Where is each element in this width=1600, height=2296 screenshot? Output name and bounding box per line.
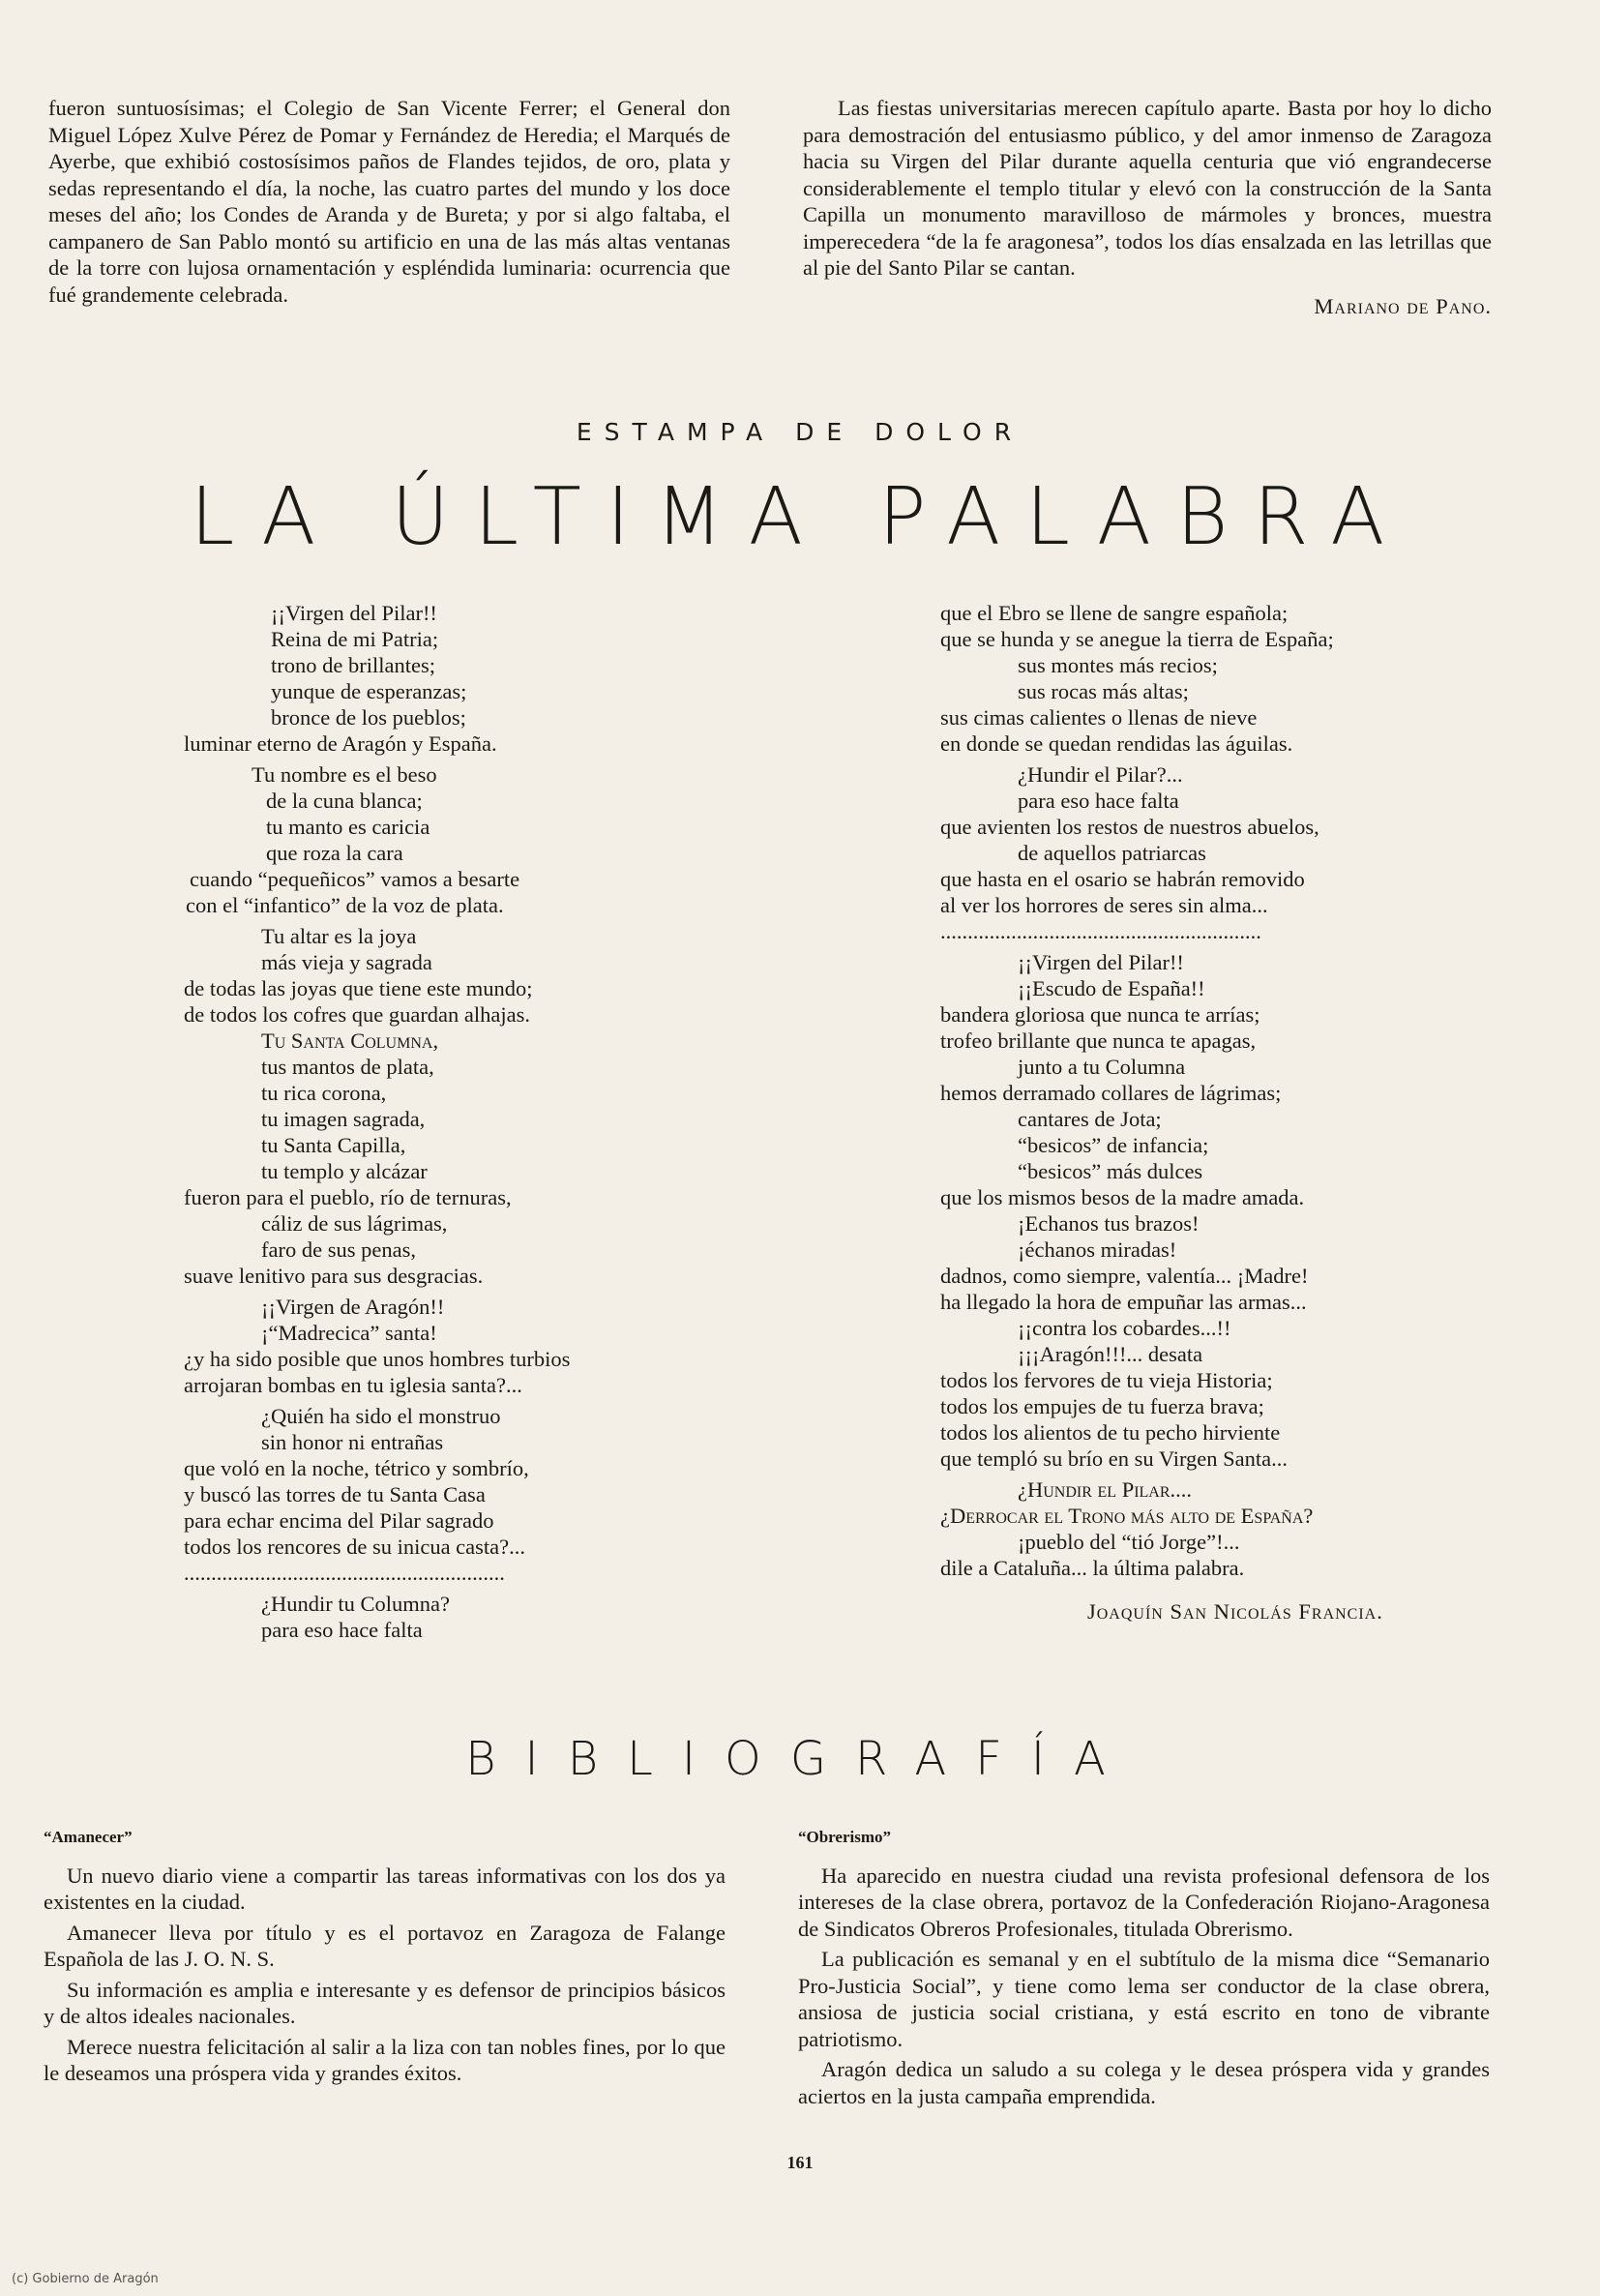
poem-line: “besicos” más dulces <box>1018 1159 1203 1183</box>
poem-line: que se hunda y se anegue la tierra de España; <box>940 627 1334 651</box>
poem-line: en donde se quedan rendidas las águilas. <box>940 731 1293 756</box>
amanecer-paragraph: Un nuevo diario viene a compartir las tareas informativas con los dos ya existentes en la ciudad. <box>44 1863 726 1914</box>
poem-line: ¡¡Virgen del Pilar!! <box>1018 950 1184 974</box>
poem-line: “besicos” de infancia; <box>1018 1133 1209 1157</box>
poem-line: de la cuna blanca; <box>266 789 423 813</box>
poem-line: yunque de esperanzas; <box>271 679 467 703</box>
poem-line: ¡¡Virgen del Pilar!! <box>271 601 437 625</box>
poem-line: Tu Santa Columna, <box>261 1029 439 1053</box>
poem-line: ¿Hundir tu Columna? <box>261 1592 450 1616</box>
poem-line: ¡Echanos tus brazos! <box>1018 1211 1200 1236</box>
top-right-column <box>803 95 1492 319</box>
amanecer-paragraph: Amanecer lleva por título y es el portavoz en Zaragoza de Falange Española de las J. O. N. S. <box>44 1920 726 1971</box>
poem-right-column <box>940 600 1511 1625</box>
poem-line: que voló en la noche, tétrico y sombrío, <box>184 1456 529 1480</box>
poem-ellipsis-line: ........................................................... <box>184 1561 505 1585</box>
obrerismo-paragraph: Aragón dedica un saludo a su colega y le desea próspera vida y grandes aciertos en la justa campaña emprendida. <box>798 2057 1490 2108</box>
poem-line: que hasta en el osario se habrán removido <box>940 867 1305 891</box>
poem-line: ¡¡Escudo de España!! <box>1018 976 1205 1000</box>
poem-line: de aquellos patriarcas <box>1018 841 1206 865</box>
poem-line: ¿Hundir el Pilar.... <box>1018 1477 1193 1502</box>
poem-line: bandera gloriosa que nunca te arrías; <box>940 1002 1260 1027</box>
poem-line: luminar eterno de Aragón y España. <box>184 731 497 756</box>
poem-line: trono de brillantes; <box>271 653 435 677</box>
poem-line: ¿Derrocar el Trono más alto de España? <box>940 1504 1314 1528</box>
article-kicker: ESTAMPA DE DOLOR <box>576 418 1024 446</box>
poem-line: faro de sus penas, <box>261 1237 416 1262</box>
amanecer-heading: “Amanecer” <box>44 1828 133 1846</box>
poem-line: ¡¡Virgen de Aragón!! <box>261 1295 445 1319</box>
poem-line: ¿Quién ha sido el monstruo <box>261 1404 501 1428</box>
poem-line: junto a tu Columna <box>1018 1055 1186 1079</box>
poem-line: tu templo y alcázar <box>261 1159 428 1183</box>
amanecer-paragraph: Su información es amplia e interesante y es defensor de principios básicos y de altos ideales nacionales. <box>44 1977 726 2028</box>
poem-line: dile a Cataluña... la última palabra. <box>940 1556 1245 1580</box>
poem-line: tus mantos de plata, <box>261 1055 434 1079</box>
poem-line: para eso hace falta <box>261 1618 423 1642</box>
poem-line: Tu altar es la joya <box>261 924 417 948</box>
poem-ellipsis-line: ........................................................... <box>940 919 1261 943</box>
top-left-text: fueron suntuosísimas; el Colegio de San Vicente Ferrer; el General don Miguel López Xulve Pérez de Pomar y Fernández de Heredia; el Marqués de Ayerbe, que exhibió costosísimos paños de Flandes tejidos, de oro, plata y sedas representando el día, la noche, las cuatro partes del mundo y los doce meses del año; los Condes de Aranda y de Bureta; y por si algo faltaba, el campanero de San Pablo montó su artificio en una de las más altas ventanas de la torre con lujosa ornamentación y espléndida luminaria: ocurrencia que fué grandemente celebrada. <box>48 96 730 307</box>
poem-line: ¡pueblo del “tió Jorge”!... <box>1018 1530 1240 1554</box>
poem-line: todos los empujes de tu fuerza brava; <box>940 1394 1264 1418</box>
poem-line: tu rica corona, <box>261 1081 387 1105</box>
poem-line: todos los alientos de tu pecho hirviente <box>940 1420 1281 1445</box>
poem-line: que roza la cara <box>266 841 403 865</box>
poem-line: sus montes más recios; <box>1018 653 1218 677</box>
poem-line: y buscó las torres de tu Santa Casa <box>184 1482 486 1506</box>
poem-line: al ver los horrores de seres sin alma... <box>940 893 1268 917</box>
poem-line: dadnos, como siempre, valentía... ¡Madre! <box>940 1264 1309 1288</box>
poem-line: para echar encima del Pilar sagrado <box>184 1508 494 1533</box>
obrerismo-heading: “Obrerismo” <box>798 1828 892 1846</box>
obrerismo-paragraph: Ha aparecido en nuestra ciudad una revista profesional defensora de los intereses de la clase obrera, portavoz de la Confederación Riojano-Aragonesa de Sindicatos Obreros Profesionales, titulada Obrerismo. <box>798 1863 1490 1941</box>
poem-line: que avienten los restos de nuestros abuelos, <box>940 815 1319 839</box>
poem-line: arrojaran bombas en tu iglesia santa?... <box>184 1373 522 1397</box>
obrerismo-paragraph: La publicación es semanal y en el subtítulo de la misma dice “Semanario Pro-Justicia Social”, y tiene como lema ser conductor de la clase obrera, ansiosa de justicia social cristiana, y está escrito en tono de vibrante patriotismo. <box>798 1947 1490 2051</box>
poem-line: cuando “pequeñicos” vamos a besarte <box>190 867 520 891</box>
bibliografia-title: BIBLIOGRAFÍA <box>465 1732 1135 1786</box>
poem-line: todos los rencores de su inicua casta?... <box>184 1535 526 1559</box>
poem-line: cantares de Jota; <box>1018 1107 1162 1131</box>
poem-line: fueron para el pueblo, río de ternuras, <box>184 1185 512 1209</box>
poem-line: Reina de mi Patria; <box>271 627 439 651</box>
poem-line: ha llegado la hora de empuñar las armas... <box>940 1290 1307 1314</box>
poem-line: tu Santa Capilla, <box>261 1133 406 1157</box>
poem-line: ¡“Madrecica” santa! <box>261 1321 437 1345</box>
page-number: 161 <box>786 2153 814 2172</box>
poem-line: con el “infantico” de la voz de plata. <box>186 893 504 917</box>
poem-line: sus rocas más altas; <box>1018 679 1189 703</box>
poem-line: tu imagen sagrada, <box>261 1107 426 1131</box>
poem-line: cáliz de sus lágrimas, <box>261 1211 448 1236</box>
article-title: LA ÚLTIMA PALABRA <box>190 471 1410 563</box>
poem-line: de todos los cofres que guardan alhajas. <box>184 1002 531 1027</box>
obrerismo-column <box>798 1824 1490 2113</box>
poem-line: bronce de los pueblos; <box>271 705 466 730</box>
poem-line: todos los fervores de tu vieja Historia; <box>940 1368 1273 1392</box>
poem-line: suave lenitivo para sus desgracias. <box>184 1264 484 1288</box>
poem-line: para eso hace falta <box>1018 789 1179 813</box>
poem-left-column <box>184 600 726 1643</box>
poem-line: Tu nombre es el beso <box>252 762 437 787</box>
poem-line: que templó su brío en su Virgen Santa... <box>940 1446 1289 1471</box>
poem-line: ¡échanos miradas! <box>1018 1237 1177 1262</box>
poem-line: hemos derramado collares de lágrimas; <box>940 1081 1282 1105</box>
poem-line: trofeo brillante que nunca te apagas, <box>940 1029 1257 1053</box>
top-right-signature: Mariano de Pano. <box>1314 293 1492 318</box>
poem-author: Joaquín San Nicolás Francia. <box>1087 1599 1383 1624</box>
poem-line: que los mismos besos de la madre amada. <box>940 1185 1305 1209</box>
poem-line: más vieja y sagrada <box>261 950 432 974</box>
poem-line: de todas las joyas que tiene este mundo; <box>184 976 533 1000</box>
poem-line: que el Ebro se llene de sangre española; <box>940 601 1289 625</box>
top-left-column <box>48 95 730 308</box>
poem-line: tu manto es caricia <box>266 815 430 839</box>
copyright-notice: (c) Gobierno de Aragón <box>12 2272 159 2286</box>
amanecer-column <box>44 1824 726 2091</box>
poem-line: sin honor ni entrañas <box>261 1430 444 1454</box>
poem-line: ¡¡contra los cobardes...!! <box>1018 1316 1231 1340</box>
poem-line: ¿Hundir el Pilar?... <box>1018 762 1183 787</box>
amanecer-paragraph: Merece nuestra felicitación al salir a la liza con tan nobles fines, por lo que le deseamos una próspera vida y grandes éxitos. <box>44 2034 726 2085</box>
poem-line: sus cimas calientes o llenas de nieve <box>940 705 1258 730</box>
poem-line: ¡¡¡Aragón!!!... desata <box>1018 1342 1203 1366</box>
top-right-text: Las fiestas universitarias merecen capítulo aparte. Basta por hoy lo dicho para demostración del entusiasmo público, y del amor inmenso de Zaragoza hacia su Virgen del Pilar durante aquella centuria que vió engrandecerse considerablemente el templo titular y elevó con la construcción de la Santa Capilla un monumento maravilloso de mármoles y bronces, muestra imperecedera “de la fe aragonesa”, todos los días ensalzada en las letrillas que al pie del Santo Pilar se cantan. <box>803 96 1492 280</box>
poem-line: ¿y ha sido posible que unos hombres turbios <box>184 1347 571 1371</box>
